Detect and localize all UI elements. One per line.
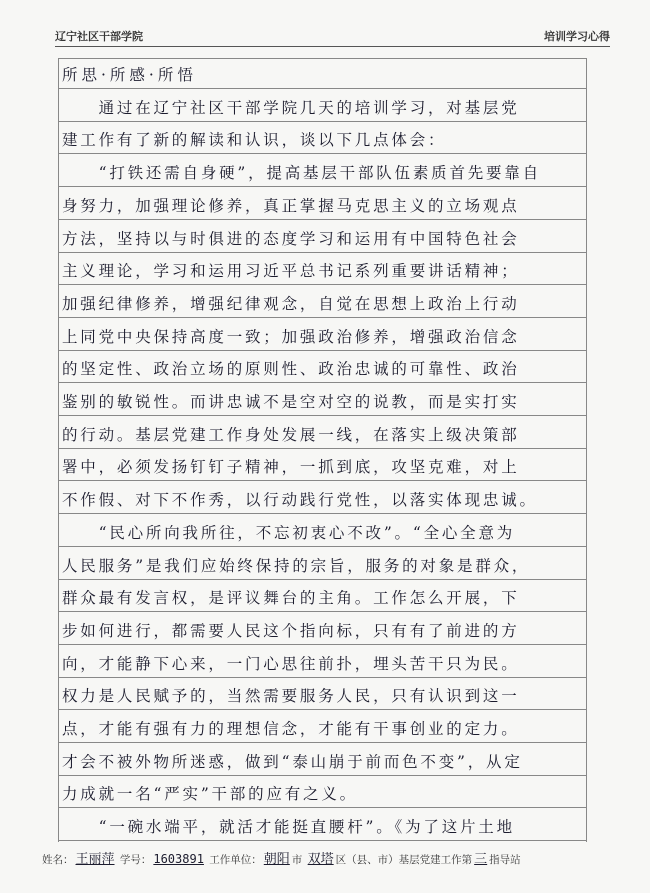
header-rule — [55, 46, 610, 47]
unit-label: 工作单位： — [209, 854, 262, 866]
essay-line: 不作假、对下不作秀，以行动践行党性，以落实体现忠诚。 — [58, 483, 586, 514]
essay-line: “民心所向我所往，不忘初衷心不改”。“全心全意为 — [58, 516, 586, 547]
essay-line: 人民服务”是我们应始终保持的宗旨，服务的对象是群众， — [58, 549, 586, 580]
page-footer — [42, 848, 630, 868]
essay-line: 点，才能有强有力的理想信念，才能有干事创业的定力。 — [58, 712, 586, 743]
essay-line: “打铁还需自身硬”，提高基层干部队伍素质首先要靠自 — [58, 156, 586, 187]
essay-line: 上同党中央保持高度一致；加强政治修养，增强政治信念 — [58, 320, 586, 351]
essay-line: 身努力，加强理论修养，真正掌握马克思主义的立场观点 — [58, 189, 586, 220]
essay-line: 步如何进行，都需要人民这个指向标，只有有了前进的方 — [58, 614, 586, 645]
essay-line: 通过在辽宁社区干部学院几天的培训学习，对基层党 — [58, 91, 586, 122]
essay-line: 才会不被外物所迷惑，做到“泰山崩于前而色不变”，从定 — [58, 745, 586, 776]
station-suffix: 指导站 — [489, 854, 521, 866]
essay-line: 的行动。基层党建工作身处发展一线，在落实上级决策部 — [58, 418, 586, 449]
name-label: 姓名： — [42, 854, 74, 866]
essay-line: 向，才能静下心来，一门心思往前扑，埋头苦干只为民。 — [58, 647, 586, 678]
essay-line: 鉴别的敏锐性。而讲忠诚不是空对空的说教，而是实打实 — [58, 385, 586, 416]
essay-line: 主义理论，学习和运用习近平总书记系列重要讲话精神； — [58, 254, 586, 285]
essay-line: 权力是人民赋予的，当然需要服务人民，只有认识到这一 — [58, 679, 586, 710]
essay-grid — [58, 58, 586, 842]
grid-right-border — [586, 58, 587, 842]
district-value: 双塔 — [307, 852, 334, 867]
essay-line: 群众最有发言权，是评议舞台的主角。工作怎么开展，下 — [58, 581, 586, 612]
essay-line: 方法，坚持以与时俱进的态度学习和运用有中国特色社会 — [58, 222, 586, 253]
city-value: 朝阳 — [263, 852, 290, 867]
essay-line: 建工作有了新的解读和认识，谈以下几点体会： — [58, 123, 586, 154]
city-suffix: 市 — [291, 854, 303, 866]
essay-line: 的坚定性、政治立场的原则性、政治忠诚的可靠性、政治 — [58, 352, 586, 383]
name-value: 王丽萍 — [75, 852, 115, 867]
essay-line: 加强纪律修养，增强纪律观念，自觉在思想上政治上行动 — [58, 287, 586, 318]
essay-line: 所思·所感·所悟 — [58, 58, 586, 89]
header-institution: 辽宁社区干部学院 — [55, 30, 143, 43]
page-header — [55, 28, 610, 46]
essay-line: 署中，必须发扬钉钉子精神，一抓到底，攻坚克难，对上 — [58, 450, 586, 481]
essay-line: 力成就一名“严实”干部的应有之义。 — [58, 777, 586, 808]
header-doc-type: 培训学习心得 — [544, 30, 610, 43]
id-label: 学号： — [119, 854, 152, 866]
district-suffix: 区（县、市）基层党建工作第 — [335, 854, 473, 866]
id-value: 1603891 — [153, 852, 204, 866]
essay-line: “一碗水端平，就活才能挺直腰杆”。《为了这片土地 — [58, 810, 586, 841]
station-value: 三 — [474, 852, 488, 867]
